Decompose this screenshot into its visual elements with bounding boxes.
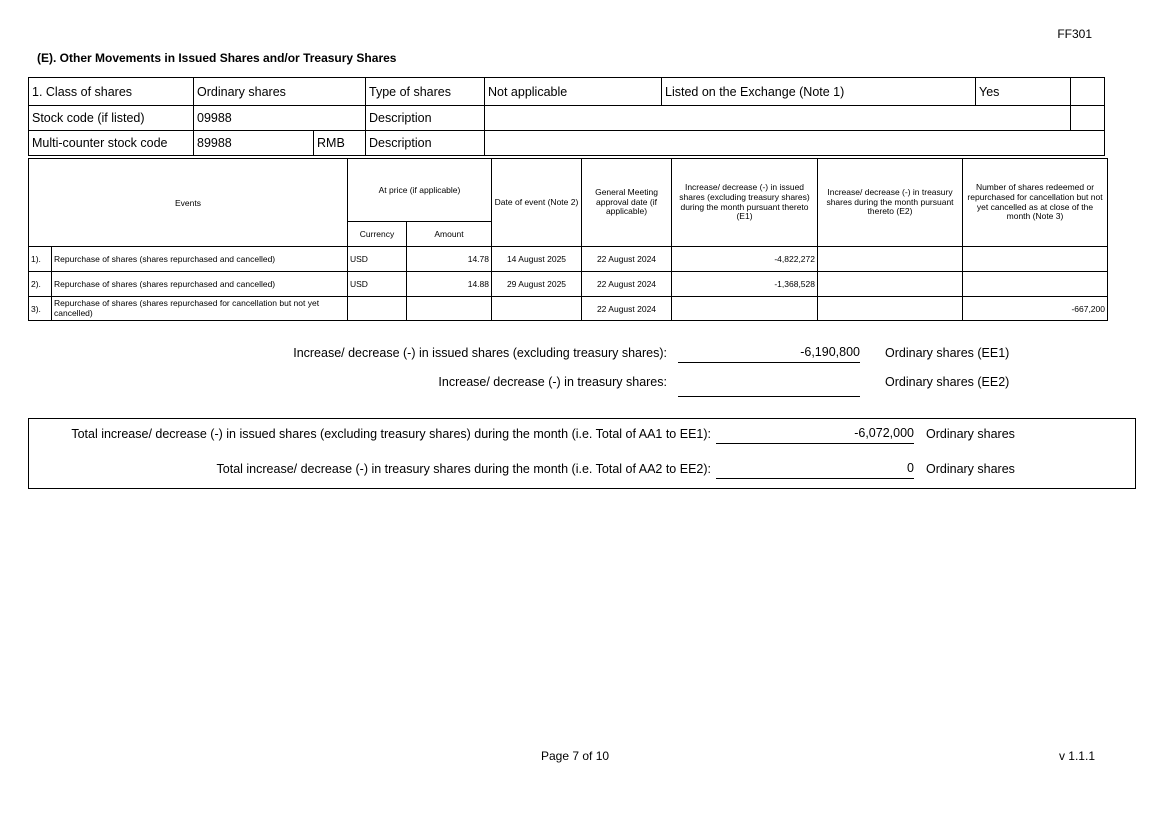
stock-code-value: 09988: [194, 106, 366, 131]
class-value: Ordinary shares: [194, 78, 366, 106]
event-date-cell: 14 August 2025: [492, 247, 582, 272]
table-row: [29, 272, 1108, 297]
row-number: 3).: [29, 297, 52, 321]
description-extra-cell: [1071, 106, 1105, 131]
redeemed-cell: [963, 247, 1108, 272]
event-description: Repurchase of shares (shares repurchased and cancelled): [52, 247, 348, 272]
currency-header: Currency: [348, 222, 407, 247]
form-code: FF301: [1057, 27, 1092, 41]
class-label: 1. Class of shares: [29, 78, 194, 106]
issued-change-unit: Ordinary shares (EE1): [885, 346, 1010, 360]
event-date-cell: [492, 297, 582, 321]
listed-value: Yes: [976, 78, 1071, 106]
currency-cell: [348, 297, 407, 321]
e1-header: Increase/ decrease (-) in issued shares (excluding treasury shares) during the month pursuant thereto (E1): [672, 159, 818, 247]
e2-cell: [818, 297, 963, 321]
e2-header: Increase/ decrease (-) in treasury shares during the month pursuant thereto (E2): [818, 159, 963, 247]
gm-date-cell: 22 August 2024: [582, 297, 672, 321]
events-table: [28, 158, 1108, 321]
issued-change-value: -6,190,800: [678, 345, 860, 363]
event-description: Repurchase of shares (shares repurchased for cancellation but not yet cancelled): [52, 297, 348, 321]
at-price-header: At price (if applicable): [348, 159, 492, 222]
row-number: 2).: [29, 272, 52, 297]
redeemed-cell: -667,200: [963, 297, 1108, 321]
event-date-cell: 29 August 2025: [492, 272, 582, 297]
multi-counter-currency: RMB: [314, 131, 366, 156]
description-label: Description: [366, 106, 485, 131]
total-treasury-label: Total increase/ decrease (-) in treasury shares during the month (i.e. Total of AA2 to EE2):: [216, 462, 711, 476]
total-issued-unit: Ordinary shares: [926, 427, 1015, 441]
amount-cell: 14.88: [407, 272, 492, 297]
currency-cell: USD: [348, 247, 407, 272]
description-value: [485, 106, 1071, 131]
events-header: Events: [29, 159, 348, 247]
form-version: v 1.1.1: [1058, 749, 1095, 763]
row-number: 1).: [29, 247, 52, 272]
type-label: Type of shares: [366, 78, 485, 106]
share-class-table: [28, 77, 1105, 156]
redeemed-header: Number of shares redeemed or repurchased for cancellation but not yet cancelled as at close of the month (Note 3): [963, 159, 1108, 247]
total-treasury-value: 0: [716, 461, 914, 479]
multi-counter-value: 89988: [194, 131, 314, 156]
event-description: Repurchase of shares (shares repurchased and cancelled): [52, 272, 348, 297]
issued-change-label: Increase/ decrease (-) in issued shares (excluding treasury shares):: [293, 346, 667, 360]
listed-label: Listed on the Exchange (Note 1): [662, 78, 976, 106]
e1-cell: -1,368,528: [672, 272, 818, 297]
e1-cell: -4,822,272: [672, 247, 818, 272]
total-issued-value: -6,072,000: [716, 426, 914, 444]
amount-cell: [407, 297, 492, 321]
page-number: Page 7 of 10: [541, 749, 610, 763]
table-row: [29, 297, 1108, 321]
type-value: Not applicable: [485, 78, 662, 106]
gm-date-cell: 22 August 2024: [582, 272, 672, 297]
e2-cell: [818, 272, 963, 297]
listed-extra-cell: [1071, 78, 1105, 106]
e1-cell: [672, 297, 818, 321]
treasury-change-unit: Ordinary shares (EE2): [885, 375, 1010, 389]
treasury-change-label: Increase/ decrease (-) in treasury shares:: [438, 375, 667, 389]
redeemed-cell: [963, 272, 1108, 297]
multi-counter-label: Multi-counter stock code: [29, 131, 194, 156]
currency-cell: USD: [348, 272, 407, 297]
section-title: (E). Other Movements in Issued Shares and/or Treasury Shares: [37, 51, 397, 65]
multi-description-label: Description: [366, 131, 485, 156]
amount-cell: 14.78: [407, 247, 492, 272]
date-of-event-header: Date of event (Note 2): [492, 159, 582, 247]
multi-description-value: [485, 131, 1105, 156]
amount-header: Amount: [407, 222, 492, 247]
general-meeting-header: General Meeting approval date (if applicable): [582, 159, 672, 247]
e2-cell: [818, 247, 963, 272]
gm-date-cell: 22 August 2024: [582, 247, 672, 272]
treasury-change-value: [678, 379, 860, 397]
total-issued-label: Total increase/ decrease (-) in issued shares (excluding treasury shares) during the month (i.e. Total of AA1 to EE1):: [71, 427, 711, 441]
total-treasury-unit: Ordinary shares: [926, 462, 1015, 476]
table-row: [29, 247, 1108, 272]
stock-code-label: Stock code (if listed): [29, 106, 194, 131]
